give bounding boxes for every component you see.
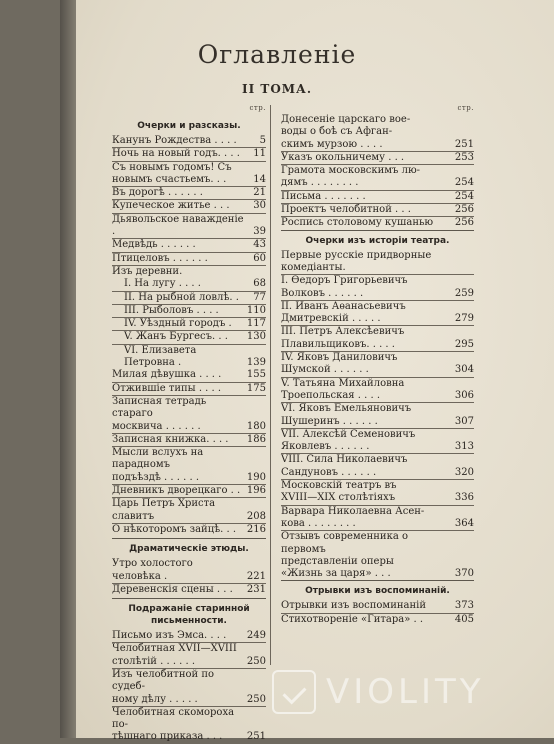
toc-entry-page: 117: [246, 318, 266, 330]
toc-entry-title: Указъ окольничему . . .: [281, 151, 405, 163]
toc-entry-page: 304: [454, 364, 474, 376]
toc-entry-title: Изъ деревни.: [112, 265, 183, 277]
toc-entry-page: 110: [246, 304, 266, 316]
toc-entry-page: 39: [253, 226, 266, 238]
page-title: Оглавленіе: [197, 40, 357, 69]
toc-entry-title: Варвара Николаевна Асен- кова . . . . . . . .: [281, 505, 425, 529]
toc-entry: [112, 199, 266, 212]
toc-entry-page: 21: [253, 187, 266, 199]
toc-list: [112, 135, 266, 278]
toc-entry-page: 5: [259, 135, 266, 146]
toc-entry: [112, 238, 266, 251]
toc-entry-title: Съ новымъ годомъ! Съ новымъ счастьемъ. . .: [112, 161, 232, 185]
toc-entry: [281, 600, 474, 612]
toc-entry-page: 306: [454, 389, 474, 401]
toc-entry: [281, 613, 474, 626]
toc-entry-page: 139: [246, 357, 266, 369]
toc-entry-title: О нѣкоторомъ зайцѣ. . .: [112, 523, 237, 535]
toc-entry: [112, 330, 266, 343]
toc-entry-page: 130: [246, 331, 266, 343]
watermark-text: VIOLITY: [326, 672, 485, 712]
toc-entry-page: 256: [454, 217, 474, 229]
section-heading: Очерки изъ исторіи театра.: [281, 230, 474, 250]
toc-entry-page: 253: [454, 151, 474, 163]
watermark-logo-icon: [272, 670, 316, 714]
toc-entry: [112, 161, 266, 187]
toc-entry-title: Милая дѣвушка . . . .: [112, 369, 222, 381]
toc-entry: [281, 377, 474, 403]
toc-entry-title: Грамота московскимъ лю- дямъ . . . . . . . .: [281, 165, 421, 189]
toc-entry: [112, 630, 266, 642]
toc-entry-title: Деревенскія сцены . . .: [112, 583, 233, 595]
toc-entry-title: I. На лугу . . . .: [124, 278, 201, 290]
toc-entry-page: 259: [454, 287, 474, 299]
toc-entry-page: 68: [253, 278, 266, 290]
section-heading: Подражаніе старинной письменности.: [112, 598, 266, 630]
toc-entry-page: 249: [246, 630, 266, 642]
toc-entry-page: 307: [454, 415, 474, 427]
toc-entry-title: III. Петръ Алексѣевичъ Плавильщиковъ. . . . .: [281, 326, 405, 350]
section-heading: Драматическіе этюды.: [112, 538, 266, 558]
toc-entry: [112, 558, 266, 583]
toc-entry-title: Медвѣдь . . . . . .: [112, 239, 196, 251]
toc-entry-page: 254: [454, 190, 474, 202]
page-column-label: стр.: [249, 104, 266, 112]
toc-sublist: [112, 278, 266, 369]
toc-entry-title: Купеческое житье . . .: [112, 200, 230, 212]
toc-list: [281, 250, 474, 581]
toc-entry-page: 336: [454, 492, 474, 504]
toc-entry-title: Московскій театръ въ XVIII—XIX столѣтіяхъ: [281, 480, 397, 504]
toc-entry: [281, 453, 474, 479]
toc-entry-title: Письма . . . . . . .: [281, 190, 366, 202]
toc-entry-page: 254: [454, 177, 474, 189]
toc-entry: [112, 317, 266, 330]
toc-entry-title: Письмо изъ Эмса. . . .: [112, 630, 227, 642]
toc-entry-page: 196: [246, 485, 266, 497]
toc-entry-page: 370: [454, 568, 474, 580]
toc-entry-title: III. Рыболовъ . . . .: [124, 304, 219, 316]
toc-entry: [281, 325, 474, 351]
toc-entry: [112, 344, 266, 370]
toc-entry: [281, 505, 474, 531]
toc-list: [112, 369, 266, 536]
toc-entry-title: Отжившіе типы . . . .: [112, 382, 222, 394]
toc-entry: [112, 147, 266, 160]
toc-entry: [112, 706, 266, 744]
toc-entry-title: Роспись столовому кушанью: [281, 217, 434, 229]
toc-entry-page: 77: [253, 291, 266, 303]
toc-entry-page: 190: [246, 471, 266, 483]
toc-entry: [281, 300, 474, 326]
toc-entry: [112, 668, 266, 706]
page-column-label: стр.: [457, 104, 474, 112]
toc-entry-title: IV. Яковъ Даниловичъ Шумской . . . . . .: [281, 352, 398, 376]
toc-entry: [112, 446, 266, 484]
toc-entry-title: Челобитная скомороха по- тѣшнаго приказа . . .: [112, 706, 235, 743]
toc-entry-title: Отзывъ современника о первомъ представленіи оперы «Жизнь за царя» . . .: [281, 531, 408, 580]
toc-entry-title: Ночь на новый годъ. . . .: [112, 148, 240, 160]
toc-entry: [112, 304, 266, 317]
toc-entry-page: 373: [454, 600, 474, 612]
toc-entry-title: Царь Петръ Христа славитъ: [112, 498, 216, 522]
toc-entry: [112, 135, 266, 147]
toc-entry: [112, 213, 266, 239]
toc-list: [281, 600, 474, 626]
toc-list: [112, 558, 266, 596]
toc-entry-page: 175: [246, 382, 266, 394]
toc-entry: [112, 497, 266, 523]
toc-entry-title: VI. Елизавета Петровна .: [124, 344, 197, 369]
toc-entry-title: Утро холостого человѣка .: [112, 558, 193, 582]
toc-entry: [281, 250, 474, 275]
toc-right-column: [281, 103, 474, 626]
toc-entry: [112, 265, 266, 278]
section-heading: Отрывки изъ воспоминаній.: [281, 580, 474, 600]
toc-entry-title: Первые русскіе придворные комедіанты.: [281, 249, 432, 273]
toc-entry-title: Проектъ челобитной . . .: [281, 204, 411, 216]
toc-entry: [112, 186, 266, 199]
toc-entry: [112, 484, 266, 497]
column-divider: [270, 105, 271, 665]
toc-entry-title: IV. Уѣздный городъ .: [124, 318, 232, 330]
toc-entry-title: II. Иванъ Аѳанасьевичъ Дмитревскій . . . . .: [281, 300, 406, 325]
toc-entry: [281, 351, 474, 377]
toc-entry-title: Канунъ Рождества . . . .: [112, 135, 237, 146]
toc-entry: [281, 190, 474, 203]
toc-entry: [112, 369, 266, 381]
toc-entry-title: Записная книжка. . . .: [112, 433, 229, 445]
toc-entry: [281, 203, 474, 216]
toc-entry-title: V. Татьяна Михайловна Троепольская . . . .: [281, 377, 405, 401]
toc-entry-title: Дневникъ дворецкаго . .: [112, 485, 241, 497]
toc-entry: [112, 523, 266, 536]
toc-entry-title: Стихотвореніе «Гитара» . .: [281, 613, 424, 625]
toc-entry-page: 279: [454, 313, 474, 325]
toc-entry-title: Птицеловъ . . . . . .: [112, 252, 208, 264]
toc-entry-page: 180: [246, 420, 266, 432]
toc-entry-page: 14: [253, 173, 266, 185]
section-heading: Очерки и разсказы.: [137, 121, 241, 131]
toc-entry: [112, 278, 266, 290]
toc-entry: [112, 395, 266, 433]
toc-entry: [281, 274, 474, 300]
toc-entry: [281, 151, 474, 164]
toc-entry-title: Записная тетрадь стараго москвича . . . . . .: [112, 395, 207, 432]
toc-entry: [112, 252, 266, 265]
toc-entry: [112, 642, 266, 668]
toc-entry-page: 320: [454, 466, 474, 478]
toc-entry: [281, 114, 474, 151]
toc-list: [112, 630, 266, 744]
toc-entry-title: Дьявольское наважденіе .: [112, 213, 244, 238]
toc-entry: [281, 164, 474, 190]
toc-entry-title: VII. Алексѣй Семеновичъ Яковлевъ . . . . . .: [281, 428, 416, 453]
toc-entry: [281, 530, 474, 580]
toc-entry-title: VI. Яковъ Емельяновичъ Шушеринъ . . . . . .: [281, 403, 412, 427]
toc-entry: [281, 479, 474, 505]
toc-entry-page: 251: [454, 138, 474, 150]
toc-entry-page: 250: [246, 655, 266, 667]
toc-entry-title: I. Ѳедоръ Григорьевичъ Волковъ . . . . . .: [281, 275, 408, 299]
toc-entry-page: 43: [253, 239, 266, 251]
toc-entry-page: 208: [246, 510, 266, 522]
toc-entry-page: 250: [246, 693, 266, 705]
volume-subtitle: II ТОМА.: [241, 82, 313, 96]
toc-entry-title: Изъ челобитной по судеб- ному дѣлу . . . . .: [112, 668, 215, 705]
toc-entry-page: 251: [246, 731, 266, 743]
toc-entry-title: V. Жанъ Бургесъ. . .: [124, 331, 228, 343]
toc-entry: [112, 433, 266, 446]
toc-entry-title: Челобитная XVII—XVIII столѣтій . . . . . .: [112, 643, 237, 667]
toc-entry: [281, 216, 474, 229]
toc-entry: [281, 428, 474, 454]
toc-entry-title: Мысли вслухъ на парадномъ подъѣздѣ . . . . . .: [112, 447, 204, 483]
toc-entry-title: Отрывки изъ воспоминаній: [281, 600, 427, 612]
toc-list: [281, 114, 474, 230]
toc-entry-title: Донесеніе царскаго вое- воды о боѣ съ Афган- скимъ мурзою . . . .: [281, 114, 411, 150]
toc-entry-page: 60: [253, 252, 266, 264]
toc-entry: [112, 291, 266, 304]
toc-entry: [112, 583, 266, 596]
watermark: [272, 668, 532, 718]
toc-entry-page: 364: [454, 517, 474, 529]
toc-entry-page: 405: [454, 613, 474, 625]
toc-left-column: [112, 103, 266, 744]
toc-entry-page: 155: [246, 369, 266, 381]
toc-entry: [281, 402, 474, 428]
toc-entry-page: 256: [454, 204, 474, 216]
toc-entry-page: 11: [253, 148, 266, 160]
toc-entry-page: 216: [246, 523, 266, 535]
toc-entry: [112, 382, 266, 395]
toc-entry-page: 295: [454, 338, 474, 350]
toc-entry-page: 313: [454, 441, 474, 453]
toc-entry-title: II. На рыбной ловлѣ. .: [124, 291, 239, 303]
toc-entry-page: 221: [246, 570, 266, 582]
toc-entry-page: 30: [253, 200, 266, 212]
toc-entry-title: Въ дорогѣ . . . . . .: [112, 187, 203, 199]
toc-entry-page: 186: [246, 433, 266, 445]
toc-entry-page: 231: [246, 583, 266, 595]
toc-entry-title: VIII. Сила Николаевичъ Сандуновъ . . . . . .: [281, 454, 408, 478]
